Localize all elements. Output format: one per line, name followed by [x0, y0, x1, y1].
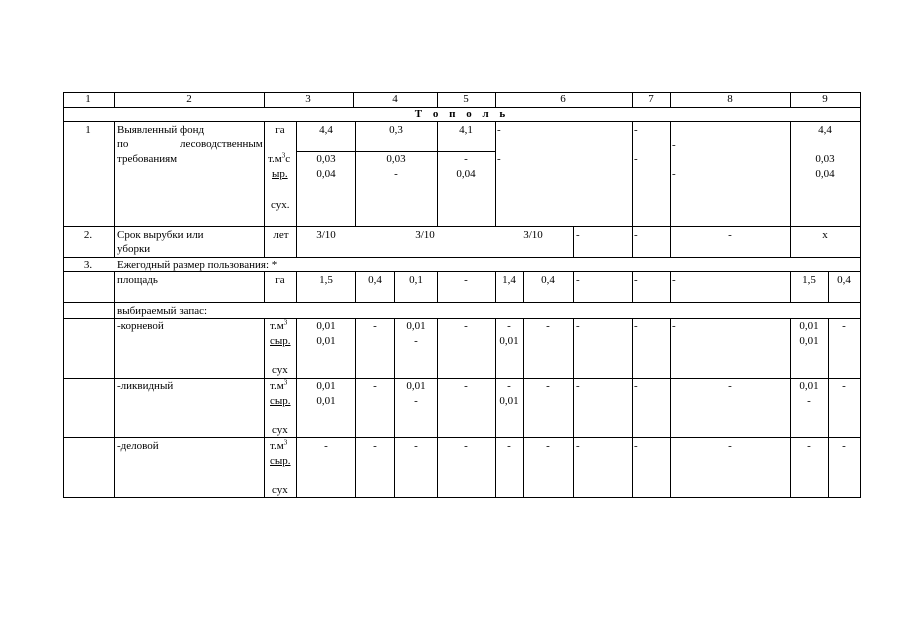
value-cell: -	[507, 320, 511, 332]
value-cell: -	[546, 440, 550, 452]
value-cell: 4,4	[818, 124, 832, 136]
col-divider	[632, 318, 633, 497]
value-cell: 0,04	[815, 168, 835, 180]
value-cell: -	[373, 320, 377, 332]
value-cell: -	[672, 274, 676, 286]
value-cell: -	[576, 320, 580, 332]
col-divider	[296, 121, 297, 257]
value-cell: -	[728, 380, 732, 392]
value-cell: 4,4	[319, 124, 333, 136]
row-divider	[63, 378, 861, 379]
value-cell: -	[497, 153, 501, 165]
unit-cell: га	[275, 124, 285, 136]
value-cell: -	[373, 380, 377, 392]
value-cell: -	[728, 440, 732, 452]
value-cell: -	[842, 380, 846, 392]
value-cell: 0,01	[316, 320, 336, 332]
value-cell: -	[634, 380, 638, 392]
unit-cell: сух	[272, 424, 288, 436]
unit-cell: $т.м^3$	[270, 438, 288, 452]
value-cell: 0,4	[837, 274, 851, 286]
value-cell: 0,03	[386, 153, 406, 165]
value-cell: -	[414, 335, 418, 347]
col-divider	[437, 318, 438, 497]
col-divider	[573, 271, 574, 302]
row-divider	[63, 121, 861, 122]
value-cell: 0,01	[316, 380, 336, 392]
value-cell: 0,4	[541, 274, 555, 286]
col-divider	[573, 226, 574, 257]
value-cell: -	[842, 320, 846, 332]
value-cell: -	[576, 274, 580, 286]
value-cell: 0,03	[815, 153, 835, 165]
unit-cell: ыр.	[272, 168, 288, 180]
row-divider	[296, 151, 496, 152]
table-border-right	[860, 92, 861, 497]
value-cell: 0,04	[316, 168, 336, 180]
row-label: Выявленный фонд	[117, 124, 205, 136]
col-divider	[790, 318, 791, 497]
row-divider	[63, 257, 861, 258]
row-label: лесоводственным	[180, 138, 263, 150]
value-cell: -	[414, 440, 418, 452]
value-cell: 0,03	[316, 153, 336, 165]
value-cell: 0,04	[456, 168, 476, 180]
value-cell: -	[394, 168, 398, 180]
header-cell: 3	[305, 93, 311, 105]
unit-cell: $т.м^3$	[270, 378, 288, 392]
row-divider	[63, 318, 861, 319]
value-cell: -	[672, 139, 676, 151]
value-cell: -	[634, 153, 638, 165]
col-divider	[437, 271, 438, 302]
value-cell: 0,01	[799, 320, 819, 332]
col-divider	[355, 121, 356, 226]
value-cell: -	[634, 320, 638, 332]
value-cell: 0,3	[389, 124, 403, 136]
value-cell: 0,01	[406, 320, 426, 332]
unit-cell: сыр.	[270, 335, 291, 347]
table-border-left	[63, 92, 64, 497]
value-cell: 3/10	[415, 229, 435, 241]
row-label: по	[117, 138, 129, 150]
row-label: Срок вырубки или	[117, 229, 204, 241]
unit-cell: лет	[273, 229, 289, 241]
col-divider	[114, 121, 115, 257]
col-divider	[670, 121, 671, 257]
value-cell: -	[634, 124, 638, 136]
row-label: требованиям	[117, 153, 178, 165]
col-divider	[670, 318, 671, 497]
col-divider	[670, 92, 671, 107]
value-cell: -	[414, 395, 418, 407]
row-number: 2.	[83, 229, 93, 241]
row-label: площадь	[117, 274, 158, 286]
value-cell: 0,01	[316, 335, 336, 347]
col-divider	[573, 318, 574, 497]
col-divider	[355, 318, 356, 497]
row-number: 1	[85, 124, 91, 136]
value-cell: 0,1	[409, 274, 423, 286]
row-divider	[63, 226, 861, 227]
row-label: -ликвидный	[117, 380, 174, 392]
header-cell: 6	[560, 93, 566, 105]
value-cell: -	[464, 153, 468, 165]
value-cell: -	[464, 274, 468, 286]
col-divider	[437, 92, 438, 107]
value-cell: -	[634, 440, 638, 452]
col-divider	[828, 271, 829, 302]
value-cell: -	[634, 229, 638, 241]
header-cell: 1	[85, 93, 91, 105]
value-cell: -	[373, 440, 377, 452]
table-border-bottom	[63, 497, 861, 498]
value-cell: -	[728, 229, 732, 241]
value-cell: -	[807, 395, 811, 407]
value-cell: -	[576, 440, 580, 452]
value-cell: 0,01	[799, 380, 819, 392]
col-divider	[394, 271, 395, 302]
col-divider	[632, 271, 633, 302]
value-cell: -	[576, 380, 580, 392]
unit-cell: сух.	[271, 199, 290, 211]
col-divider	[495, 271, 496, 302]
value-cell: 3/10	[523, 229, 543, 241]
col-divider	[264, 318, 265, 497]
header-cell: 5	[463, 93, 469, 105]
col-divider	[523, 271, 524, 302]
value-cell: 0,01	[316, 395, 336, 407]
value-cell: 3/10	[316, 229, 336, 241]
col-divider	[114, 92, 115, 107]
row-label: уборки	[117, 243, 151, 255]
col-divider	[437, 121, 438, 226]
unit-cell: сыр.	[270, 455, 291, 467]
row-divider	[63, 302, 861, 303]
col-divider	[790, 121, 791, 257]
col-divider	[394, 318, 395, 497]
value-cell: -	[672, 168, 676, 180]
header-cell: 2	[186, 93, 192, 105]
col-divider	[828, 318, 829, 497]
header-cell: 7	[648, 93, 654, 105]
value-cell: 0,01	[499, 335, 519, 347]
col-divider	[523, 318, 524, 497]
col-divider	[790, 271, 791, 302]
col-divider	[632, 121, 633, 257]
value-cell: -	[546, 320, 550, 332]
value-cell: -	[507, 380, 511, 392]
unit-cell: сыр.	[270, 395, 291, 407]
col-divider	[495, 318, 496, 497]
value-cell: -	[497, 124, 501, 136]
value-cell: -	[842, 440, 846, 452]
value-cell: -	[464, 440, 468, 452]
value-cell: х	[822, 229, 828, 241]
col-divider	[296, 318, 297, 497]
col-divider	[114, 271, 115, 497]
row-label: Ежегодный размер пользования: *	[117, 259, 278, 271]
value-cell: -	[324, 440, 328, 452]
value-cell: -	[576, 229, 580, 241]
row-label: -деловой	[117, 440, 159, 452]
value-cell: -	[464, 380, 468, 392]
col-divider	[353, 92, 354, 107]
value-cell: 0,01	[499, 395, 519, 407]
row-divider	[63, 437, 861, 438]
col-divider	[632, 92, 633, 107]
section-title: Т о п о л ь	[414, 108, 510, 120]
unit-cell: $т.м^3с$	[268, 151, 291, 165]
value-cell: 1,5	[319, 274, 333, 286]
value-cell: 1,5	[802, 274, 816, 286]
unit-cell: га	[275, 274, 285, 286]
row-label: -корневой	[117, 320, 164, 332]
value-cell: -	[546, 380, 550, 392]
header-cell: 9	[822, 93, 828, 105]
col-divider	[296, 271, 297, 302]
col-divider	[264, 92, 265, 107]
row-label: выбираемый запас:	[117, 305, 208, 317]
value-cell: -	[672, 320, 676, 332]
col-divider	[264, 271, 265, 302]
value-cell: -	[634, 274, 638, 286]
col-divider	[264, 121, 265, 257]
value-cell: 0,01	[406, 380, 426, 392]
value-cell: -	[464, 320, 468, 332]
value-cell: -	[507, 440, 511, 452]
table-border-top	[63, 92, 861, 93]
value-cell: -	[807, 440, 811, 452]
unit-cell: $т.м^3$	[270, 318, 288, 332]
col-divider	[670, 271, 671, 302]
unit-cell: сух	[272, 484, 288, 496]
row-number: 3.	[83, 259, 93, 271]
value-cell: 4,1	[459, 124, 473, 136]
header-cell: 8	[727, 93, 733, 105]
header-cell: 4	[392, 93, 398, 105]
unit-cell: сух	[272, 364, 288, 376]
value-cell: 1,4	[502, 274, 516, 286]
col-divider	[495, 92, 496, 107]
col-divider	[495, 121, 496, 226]
value-cell: 0,01	[799, 335, 819, 347]
value-cell: 0,4	[368, 274, 382, 286]
col-divider	[790, 92, 791, 107]
col-divider	[355, 271, 356, 302]
